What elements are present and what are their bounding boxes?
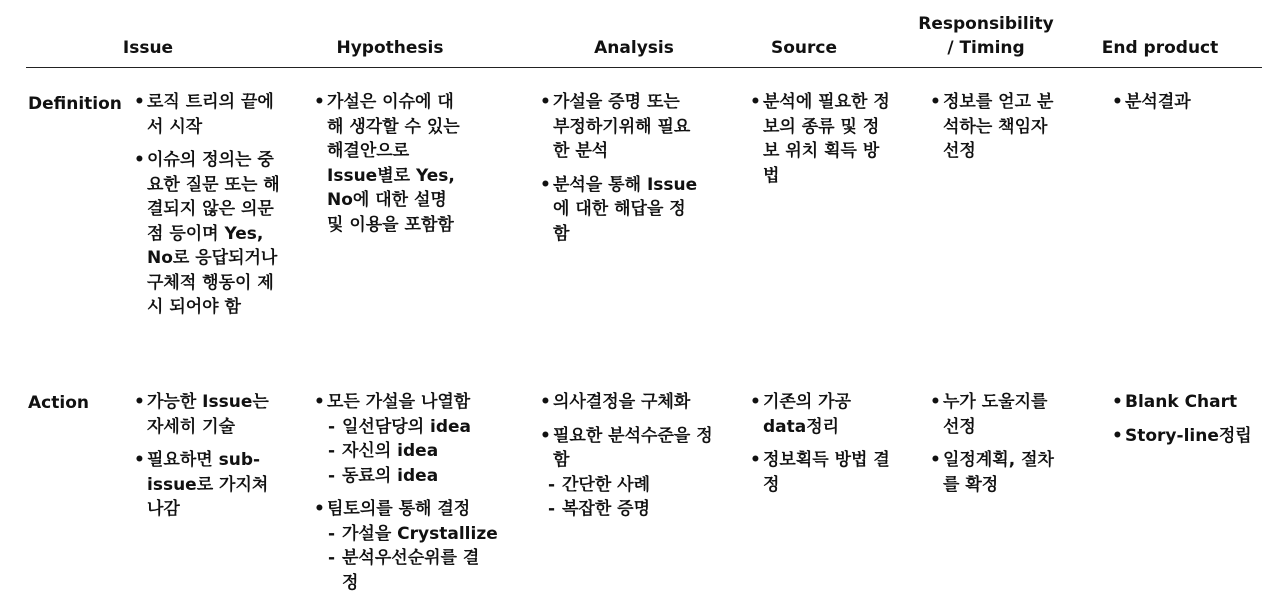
- header-responsibility: Responsibility / Timing: [918, 14, 1054, 58]
- list-item: • 의사결정을 구체화: [540, 392, 691, 412]
- list-item: • 분석에 필요한 정보의 종류 및 정보 위치 획득 방법: [750, 92, 890, 186]
- action-analysis-cell: [540, 390, 713, 522]
- action-hypothesis-cell: [314, 390, 500, 595]
- sub-list-item: - 일선담당의 idea: [328, 416, 472, 437]
- definition-issue-cell: [134, 90, 284, 329]
- header-analysis: Analysis: [594, 38, 674, 58]
- list-item: • 분석결과: [1112, 92, 1191, 112]
- header-issue: Issue: [122, 38, 174, 58]
- action-source-cell: [750, 390, 890, 506]
- definition-hypothesis-cell: [314, 90, 462, 246]
- list-item: • 가설은 이슈에 대해 생각할 수 있는 해결안으로 Issue별로 Yes, No에 대한 설명 및 이용을 포함함: [314, 92, 460, 235]
- list-item: • 팀토의를 통해 결정: [314, 499, 471, 519]
- header-end-product: End product: [1101, 38, 1219, 58]
- sub-list-item: - 간단한 사례: [548, 474, 651, 495]
- list-item: • 가능한 Issue는 자세히 기술: [134, 392, 269, 437]
- list-item: • 누가 도울지를 선정: [930, 392, 1048, 437]
- sub-list-item: - 복잡한 증명: [548, 499, 651, 519]
- header-hypothesis: Hypothesis: [336, 38, 444, 58]
- list-item: • 모든 가설을 나열함: [314, 392, 471, 412]
- list-item: • 이슈의 정의는 중요한 질문 또는 해결되지 않은 의문점 등이며 Yes, No로 응답되거나 구체적 행동이 제시 되어야 함: [134, 150, 280, 317]
- action-issue-cell: [134, 390, 284, 531]
- sub-list-item: - 분석우선순위를 결정: [328, 548, 480, 593]
- definition-source-cell: [750, 90, 890, 197]
- list-item: • 기존의 가공 data정리: [750, 392, 852, 437]
- definition-responsibility-cell: [930, 90, 1060, 173]
- action-end-product-cell: [1112, 390, 1272, 457]
- action-responsibility-cell: [930, 390, 1066, 506]
- list-item: • Blank Chart: [1112, 392, 1238, 412]
- header-source: Source: [770, 38, 838, 58]
- list-item: • 정보획득 방법 결정: [750, 450, 890, 495]
- list-item: • 로직 트리의 끝에서 시작: [134, 92, 274, 137]
- sub-list-item: - 가설을 Crystallize: [328, 523, 498, 544]
- list-item: • 정보를 얻고 분석하는 책임자 선정: [930, 92, 1054, 161]
- definition-analysis-cell: [540, 90, 700, 255]
- list-item: • 필요한 분석수준을 정함: [540, 425, 713, 470]
- header-divider: [26, 67, 1262, 68]
- row-label-definition: Definition: [28, 94, 122, 114]
- list-item: • 가설을 증명 또는 부정하기위해 필요한 분석: [540, 92, 691, 161]
- definition-end-product-cell: [1112, 90, 1262, 124]
- row-label-action: Action: [28, 393, 89, 413]
- sub-list-item: - 동료의 idea: [328, 465, 439, 486]
- list-item: • 분석을 통해 Issue에 대한 해답을 정함: [540, 174, 698, 244]
- list-item: • Story-line정립: [1112, 425, 1252, 446]
- list-item: • 일정계획, 절차를 확정: [930, 450, 1054, 495]
- sub-list-item: - 자신의 idea: [328, 441, 439, 461]
- list-item: • 필요하면 sub-issue로 가지쳐 나감: [134, 450, 269, 519]
